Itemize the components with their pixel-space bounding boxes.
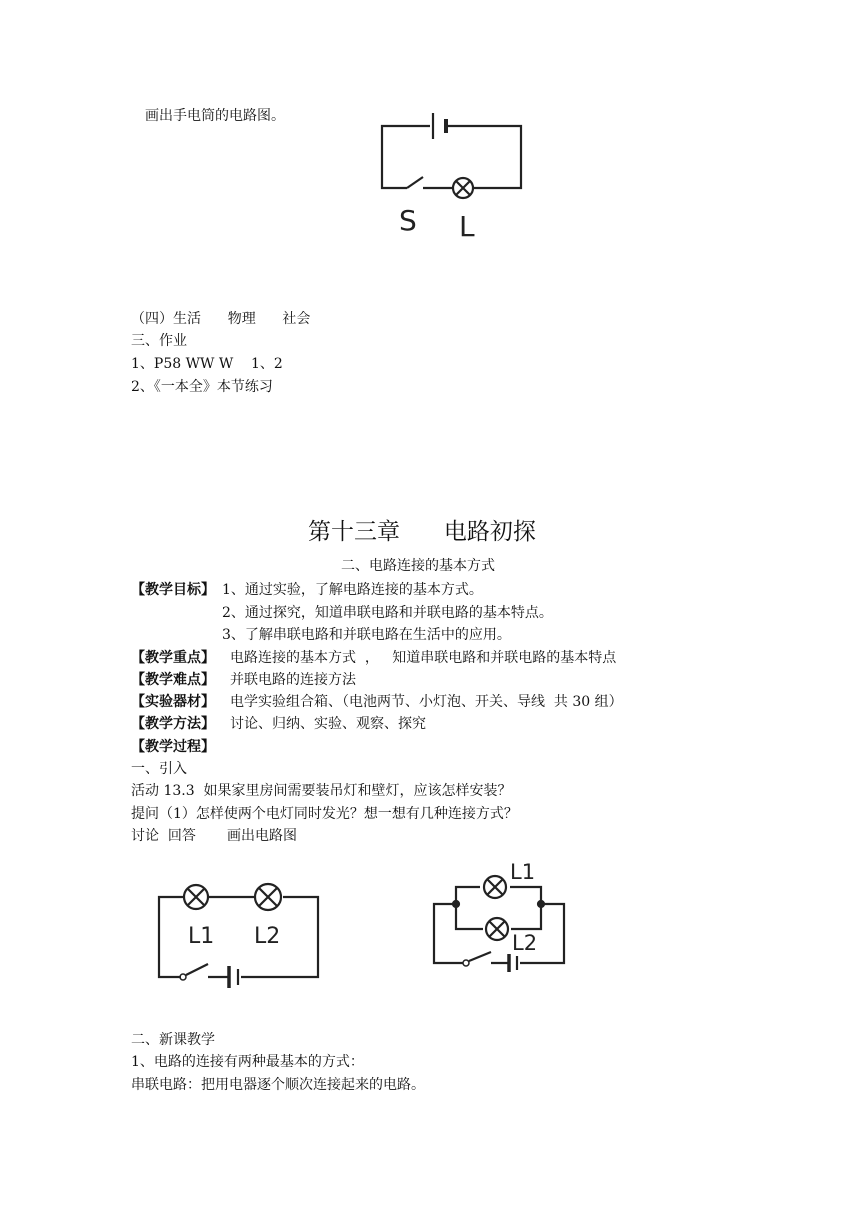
intro-activity: 活动 13.3 如果家里房间需要装吊灯和壁灯，应该怎样安装？ (131, 783, 512, 799)
intro-question: 提问（1）怎样使两个电灯同时发光？想一想有几种连接方式？ (131, 806, 518, 822)
objective-2: 2、通过探究，知道串联电路和并联电路的基本特点。 (222, 605, 553, 621)
series-l2-label: L2 (254, 924, 281, 949)
intro-discuss: 讨论 回答 画出电路图 (131, 828, 298, 844)
method-label: 【教学方法】 (131, 716, 215, 732)
objective-3: 3、了解串联电路和并联电路在生活中的应用。 (222, 627, 511, 643)
flashlight-instruction: 画出手电筒的电路图。 (145, 108, 285, 124)
new-lesson-point-1: 1、电路的连接有两种最基本的方式： (131, 1054, 364, 1070)
process-label: 【教学过程】 (131, 739, 215, 755)
lamp-label: L (459, 210, 475, 243)
life-physics-society: （四）生活 物理 社会 (131, 311, 311, 327)
parallel-l2-label: L2 (512, 931, 538, 955)
equipment-label: 【实验器材】 (131, 694, 215, 710)
switch-label: S (399, 204, 417, 237)
chapter-title: 第十三章 电路初探 (308, 519, 536, 545)
difficulty-text: 并联电路的连接方法 (230, 672, 356, 688)
key-points-text: 电路连接的基本方式 ， 知道串联电路和并联电路的基本特点 (230, 650, 617, 666)
key-points-label: 【教学重点】 (131, 650, 215, 666)
parallel-l1-label: L1 (510, 860, 536, 884)
new-lesson-heading: 二、新课教学 (131, 1032, 215, 1048)
parallel-circuit-diagram (430, 855, 580, 975)
objectives-label: 【教学目标】 (131, 582, 215, 598)
difficulty-label: 【教学难点】 (131, 672, 215, 688)
homework-item-2: 2、《一本全》本节练习 (131, 379, 273, 395)
series-definition: 串联电路：把用电器逐个顺次连接起来的电路。 (131, 1077, 425, 1093)
homework-heading: 三、作业 (131, 333, 187, 349)
flashlight-circuit-diagram (375, 108, 535, 243)
series-l1-label: L1 (188, 924, 215, 949)
homework-item-1: 1、P58 WW W 1、2 (131, 356, 283, 372)
intro-heading: 一、引入 (131, 761, 187, 777)
method-text: 讨论、归纳、实验、观察、探究 (230, 716, 426, 732)
equipment-text: 电学实验组合箱、（电池两节、小灯泡、开关、导线 共 30 组） (230, 694, 623, 710)
section-subtitle: 二、电路连接的基本方式 (341, 558, 495, 574)
series-circuit-diagram (155, 880, 325, 990)
objective-1: 1、通过实验，了解电路连接的基本方式。 (222, 582, 483, 598)
